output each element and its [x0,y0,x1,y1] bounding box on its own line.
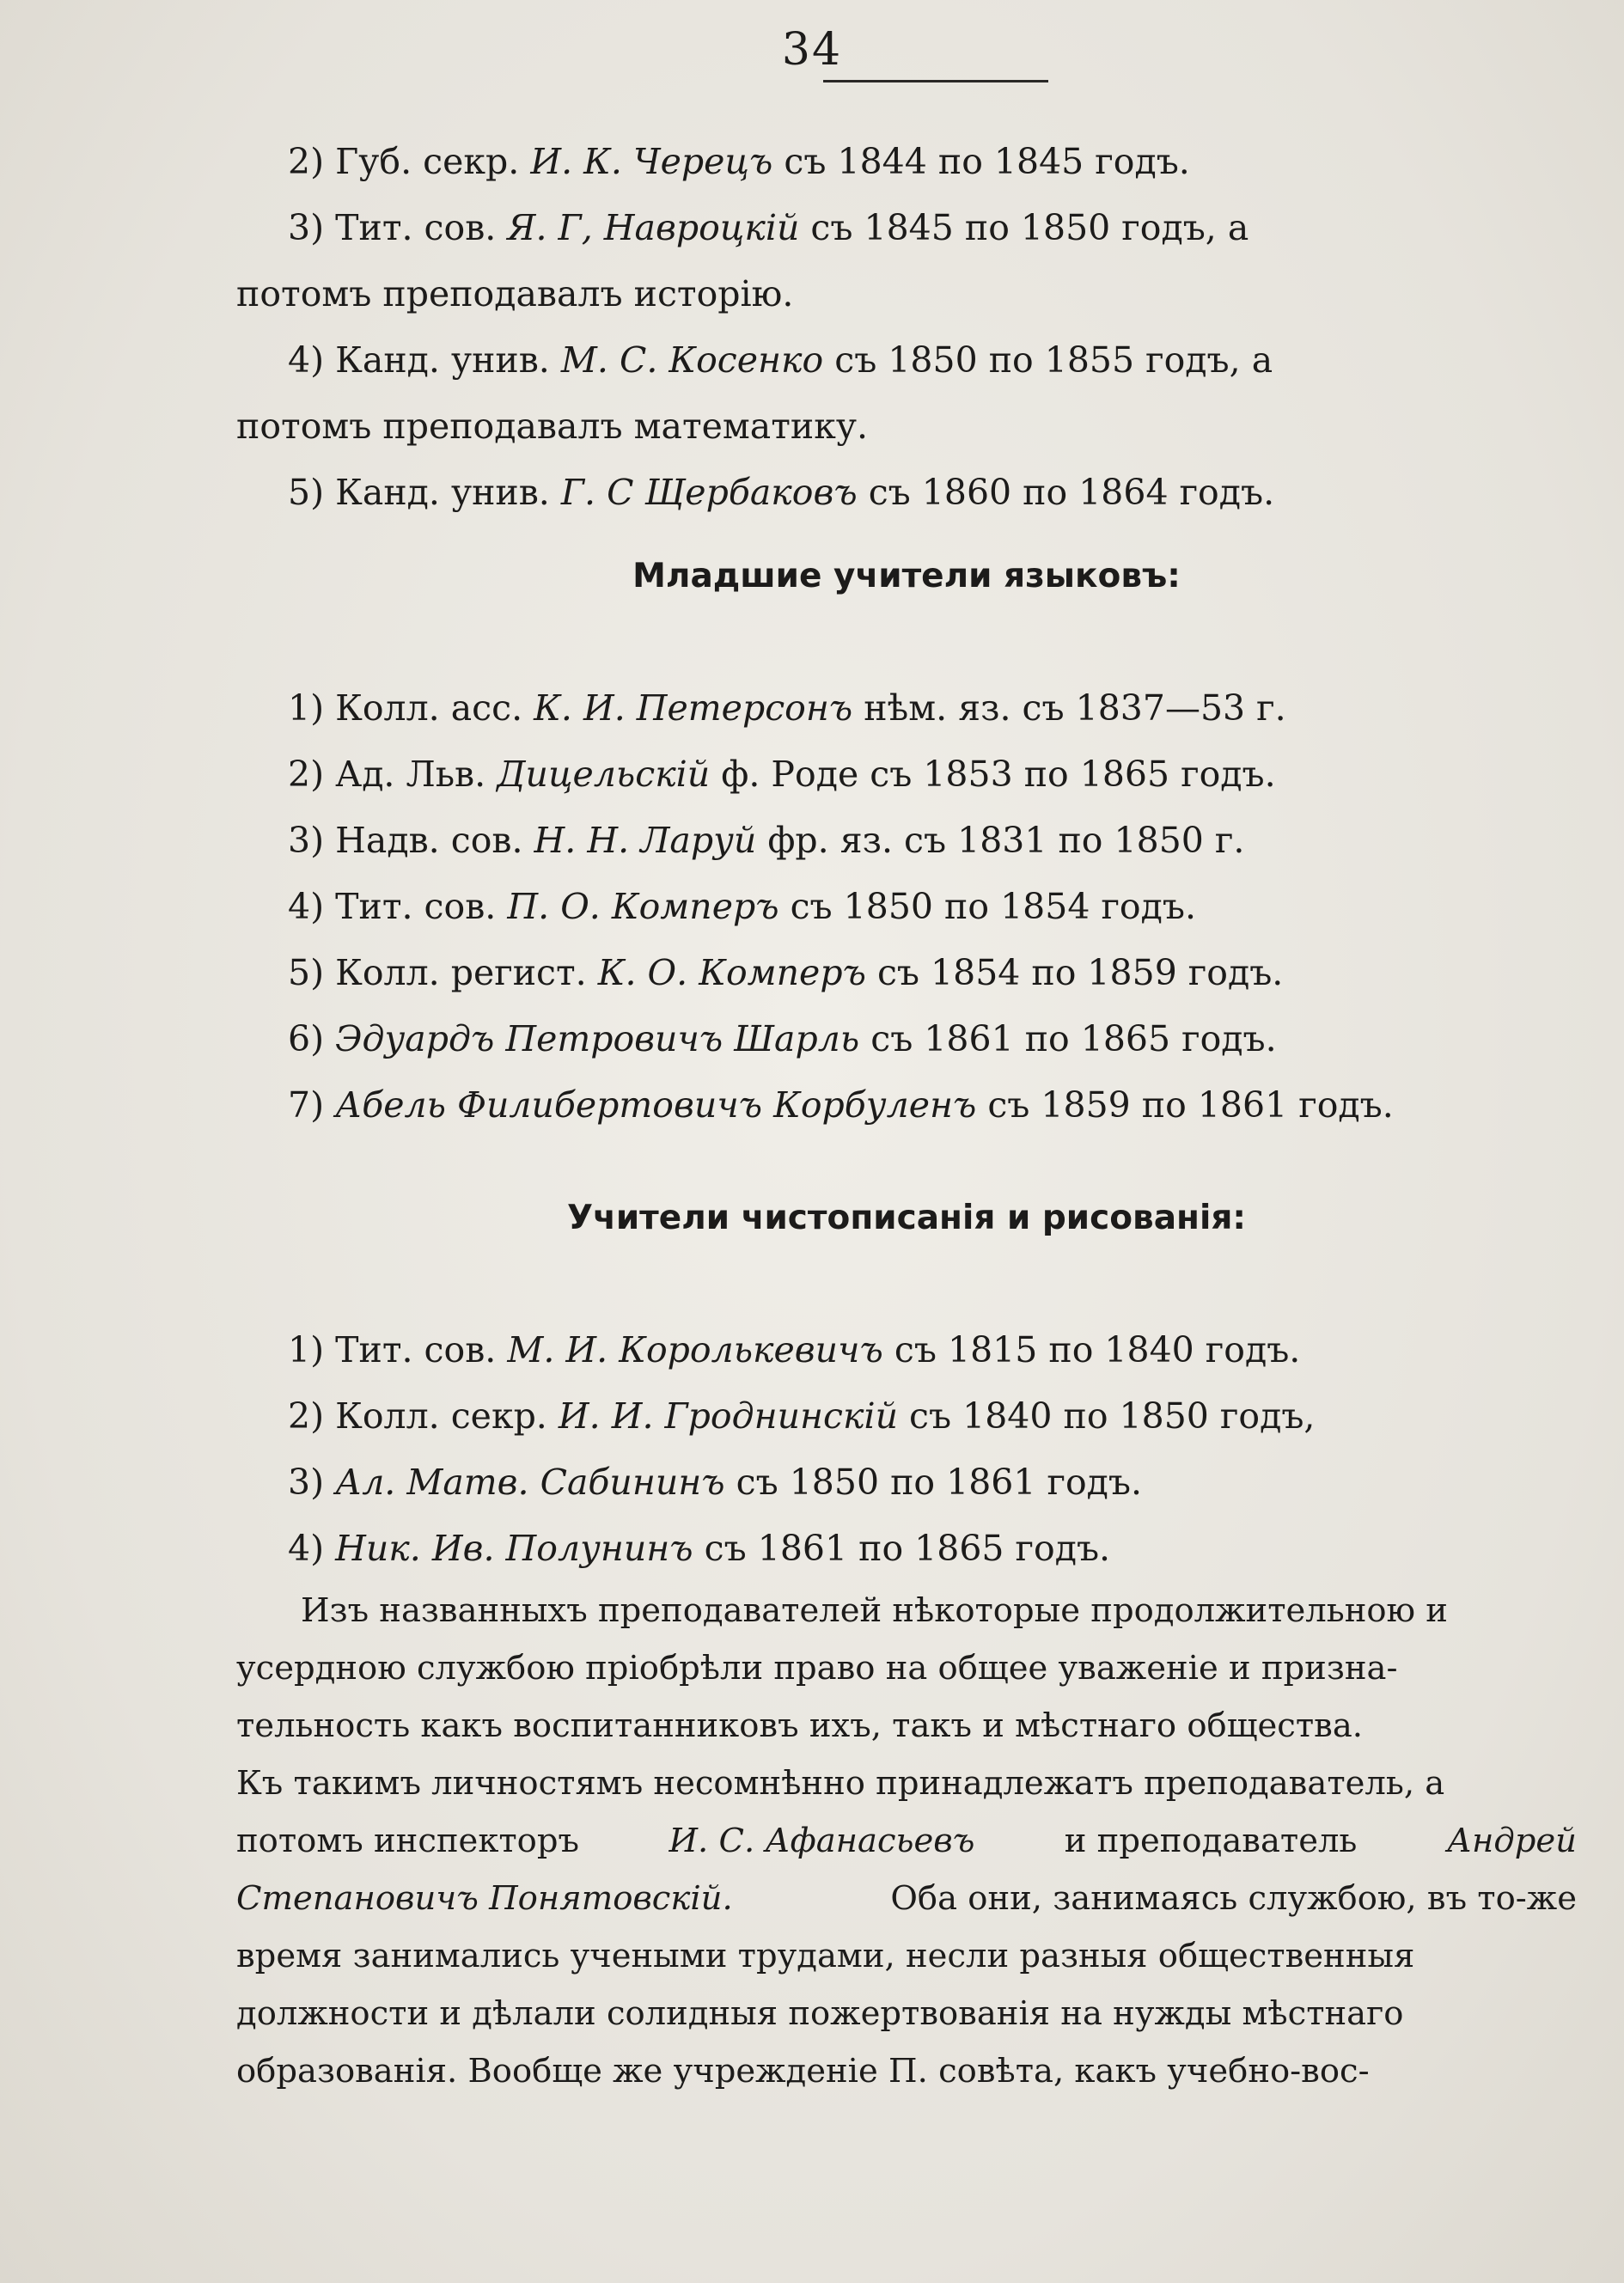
paragraph-text: Изъ названныхъ преподавателей нѣкоторые продолжительною и [301,1591,1448,1630]
item-dates: нѣм. яз. съ 1837—53 г. [864,687,1286,729]
list-item [236,675,1577,742]
rank-title: Тит. сов. [335,1329,497,1370]
junior-language-teachers-list [236,675,1577,1138]
rank-title: Тит. сов. [335,207,497,248]
item-number: 6) [288,1018,325,1059]
paragraph-text: и преподаватель [1064,1822,1358,1860]
item-number: 2) [288,754,325,795]
item-number: 4) [288,886,325,927]
item-number: 5) [288,952,325,993]
paragraph-text: время занимались учеными трудами, несли разныя общественныя [236,1937,1415,1975]
item-dates: съ 1850 по 1855 годъ, а [834,339,1273,381]
rank-title: Тит. сов. [335,886,497,927]
item-dates: съ 1815 по 1840 годъ. [894,1329,1301,1370]
person-name: Абель Филибертовичъ Корбуленъ [335,1084,977,1126]
body-paragraph [236,1582,1577,2100]
paragraph-line [236,1870,1577,1927]
person-name: И. С. Афанасьевъ [669,1822,975,1860]
person-name: Андрей [1446,1822,1577,1860]
item-dates: съ 1859 по 1861 годъ. [987,1084,1394,1126]
person-name: Эдуардъ Петровичъ Шарль [335,1018,860,1059]
paragraph-line [236,1755,1577,1812]
item-dates: съ 1861 по 1865 годъ. [870,1018,1277,1059]
paragraph-text: тельность какъ воспитанниковъ ихъ, такъ и мѣстнаго общества. [236,1706,1364,1745]
rank-title: Канд. унив. [335,472,550,513]
item-dates: съ 1840 по 1850 годъ, [909,1395,1316,1437]
item-number: 1) [288,687,325,729]
person-name: Степановичъ Понятовскій. [236,1879,733,1918]
person-name: Дицельскій [497,754,711,795]
item-dates: ф. Роде съ 1853 по 1865 годъ. [721,754,1276,795]
paragraph-text: потомъ инспекторъ [236,1822,580,1860]
heading-calligraphy-drawing-teachers: Учители чистописанія и рисованія: [567,1199,1246,1237]
page-content [236,129,1577,2100]
list-item [236,1383,1577,1450]
paragraph-text: должности и дѣлали солидныя пожертвованія на нужды мѣстнаго [236,1994,1404,2033]
list-item [236,940,1577,1006]
list-item-continuation [236,261,1577,327]
person-name: К. О. Комперъ [597,952,866,993]
paragraph-line [236,1927,1577,1985]
rank-title: Надв. сов. [335,820,523,861]
item-number: 3) [288,820,325,861]
teachers-list-continued [236,129,1577,526]
person-name: М. С. Косенко [560,339,824,381]
person-name: И. К. Черецъ [530,141,773,182]
rank-title: Ад. Льв. [335,754,486,795]
item-number: 1) [288,1329,325,1370]
list-item-continuation [236,394,1577,460]
item-dates: съ 1850 по 1861 годъ. [736,1462,1143,1503]
calligraphy-drawing-teachers-list [236,1317,1577,1582]
person-name: Ник. Ив. Полунинъ [335,1528,693,1569]
paragraph-line [236,2042,1577,2100]
person-name: М. И. Королькевичъ [507,1329,883,1370]
item-dates: съ 1854 по 1859 годъ. [876,952,1284,993]
paragraph-line [236,1812,1577,1870]
person-name: Н. Н. Ларуй [534,820,757,861]
paragraph-line [236,1582,1577,1639]
person-name: К. И. Петерсонъ [534,687,853,729]
item-dates: съ 1861 по 1865 годъ. [704,1528,1111,1569]
person-name: Я. Г, Навроцкій [507,207,800,248]
list-item [236,742,1577,808]
rank-title: Колл. секр. [335,1395,547,1437]
paragraph-line [236,1639,1577,1697]
rank-title: Канд. унив. [335,339,550,381]
item-number: 5) [288,472,325,513]
item-number: 4) [288,1528,325,1569]
item-number: 4) [288,339,325,381]
item-number: 2) [288,1395,325,1437]
person-name: Ал. Матв. Сабининъ [335,1462,725,1503]
rank-title: Губ. секр. [335,141,520,182]
person-name: И. И. Гроднинскій [558,1395,898,1437]
list-item [236,1072,1577,1138]
continuation-text: потомъ преподавалъ математику. [236,406,869,447]
paragraph-text: Оба они, занимаясь службою, въ то-же [890,1879,1577,1918]
paragraph-text: образованія. Вообще же учрежденіе П. совѣта, какъ учебно-вос- [236,2052,1370,2091]
item-number: 2) [288,141,325,182]
person-name: П. О. Комперъ [507,886,779,927]
item-dates: съ 1850 по 1854 годъ. [790,886,1196,927]
person-name: Г. С Щербаковъ [560,472,858,513]
item-number: 3) [288,1462,325,1503]
rank-title: Колл. асс. [335,687,523,729]
item-dates: съ 1860 по 1864 годъ. [868,472,1275,513]
list-item [236,1317,1577,1383]
list-item [236,327,1577,394]
item-dates: фр. яз. съ 1831 по 1850 г. [767,820,1245,861]
item-number: 7) [288,1084,325,1126]
page-number: 34 [781,24,843,76]
paragraph-line [236,1697,1577,1755]
list-item [236,195,1577,261]
item-number: 3) [288,207,325,248]
list-item [236,1516,1577,1582]
list-item [236,129,1577,195]
page-number-rule [823,80,1048,82]
paragraph-text: Къ такимъ личностямъ несомнѣнно принадлежатъ преподаватель, а [236,1764,1445,1803]
list-item [236,808,1577,874]
paragraph-text: усердною службою пріобрѣли право на общее уваженіе и призна- [236,1649,1398,1688]
item-dates: съ 1845 по 1850 годъ, а [810,207,1249,248]
paragraph-line [236,1985,1577,2042]
list-item [236,1450,1577,1516]
heading-junior-language-teachers: Младшие учители языковъ: [632,557,1181,595]
rank-title: Колл. регист. [335,952,587,993]
list-item [236,874,1577,940]
item-dates: съ 1844 по 1845 годъ. [784,141,1190,182]
continuation-text: потомъ преподавалъ исторію. [236,273,794,314]
list-item [236,1006,1577,1072]
list-item [236,460,1577,526]
